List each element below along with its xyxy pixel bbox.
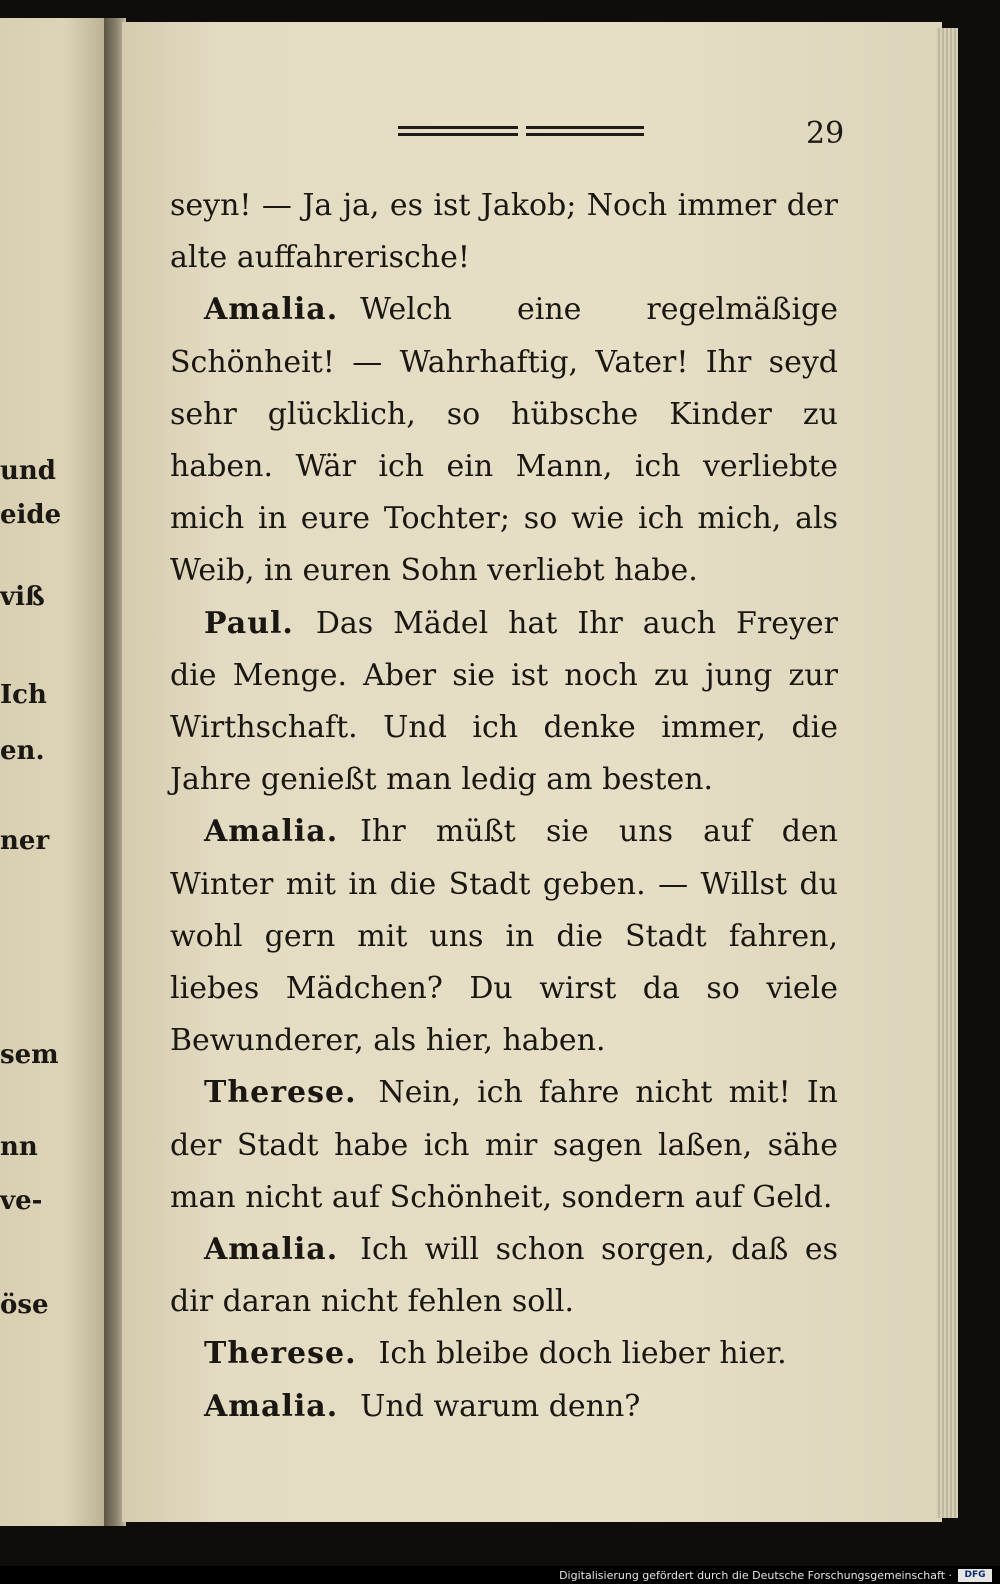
dfg-logo: DFG <box>958 1569 992 1582</box>
paragraph <box>170 1381 838 1433</box>
page-number: 29 <box>806 116 845 151</box>
paragraph-text: Und warum denn? <box>360 1388 641 1424</box>
speaker-name: Paul. <box>204 605 294 641</box>
left-page-fragment: Ich <box>0 680 47 710</box>
digitization-credit: Digitalisierung gefördert durch die Deutsche Forschungsgemeinschaft · <box>559 1569 952 1582</box>
paragraph-text: Nein, ich fahre nicht mit! In der Stadt habe ich mir sagen laßen, sähe man nicht auf Schönheit, sondern auf Geld. <box>170 1075 838 1215</box>
left-page-fragment: sem <box>0 1040 59 1070</box>
speaker-name: Amalia. <box>204 1388 339 1424</box>
body-text <box>170 180 838 1433</box>
left-page-fragment: ve- <box>0 1186 43 1216</box>
left-page-fragment: eide <box>0 500 62 530</box>
speaker-name: Therese. <box>204 1075 357 1111</box>
paragraph <box>170 806 838 1067</box>
header-rule <box>526 133 644 136</box>
left-page-fragment: nn <box>0 1132 38 1162</box>
speaker-name: Amalia. <box>204 292 339 328</box>
paragraph-text: Das Mädel hat Ihr auch Freyer die Menge. Aber sie ist noch zu jung zur Wirthschaft. Und ich denke immer, die Jahre genießt man ledig am besten. <box>170 605 838 798</box>
paragraph-text: Ich will schon sorgen, daß es dir daran nicht fehlen soll. <box>170 1232 838 1320</box>
paragraph <box>170 598 838 807</box>
left-page-fragment: öse <box>0 1290 49 1320</box>
paragraph <box>170 180 838 284</box>
header-rule <box>398 126 518 129</box>
left-page-fragment: ner <box>0 826 50 856</box>
left-page-fragment: en. <box>0 736 45 766</box>
page-edges <box>936 28 958 1518</box>
paragraph <box>170 1224 838 1328</box>
paragraph-text: seyn! — Ja ja, es ist Jakob; Noch immer der alte auffahrerische! <box>170 188 838 276</box>
paragraph-text: Ich bleibe doch lieber hier. <box>378 1336 787 1372</box>
paragraph-text: Welch eine regelmäßige Schönheit! — Wahrhaftig, Vater! Ihr seyd sehr glücklich, so hübsche Kinder zu haben. Wär ich ein Mann, ich verliebte mich in eure Tochter; so wie ich mich, als Weib, in euren Sohn verliebt habe. <box>170 292 838 589</box>
speaker-name: Amalia. <box>204 1232 339 1268</box>
paragraph-text: Ihr müßt sie uns auf den Winter mit in die Stadt geben. — Willst du wohl gern mit uns in die Stadt fahren, liebes Mädchen? Du wirst da so viele Bewunderer, als hier, haben. <box>170 814 838 1059</box>
header-rule <box>398 133 518 136</box>
speaker-name: Therese. <box>204 1336 357 1372</box>
left-page-fragment: und <box>0 456 56 486</box>
speaker-name: Amalia. <box>204 814 339 850</box>
paragraph <box>170 1328 838 1380</box>
left-page-fragment: viß <box>0 582 45 612</box>
header-rule <box>526 126 644 129</box>
paragraph <box>170 284 838 597</box>
paragraph <box>170 1067 838 1224</box>
